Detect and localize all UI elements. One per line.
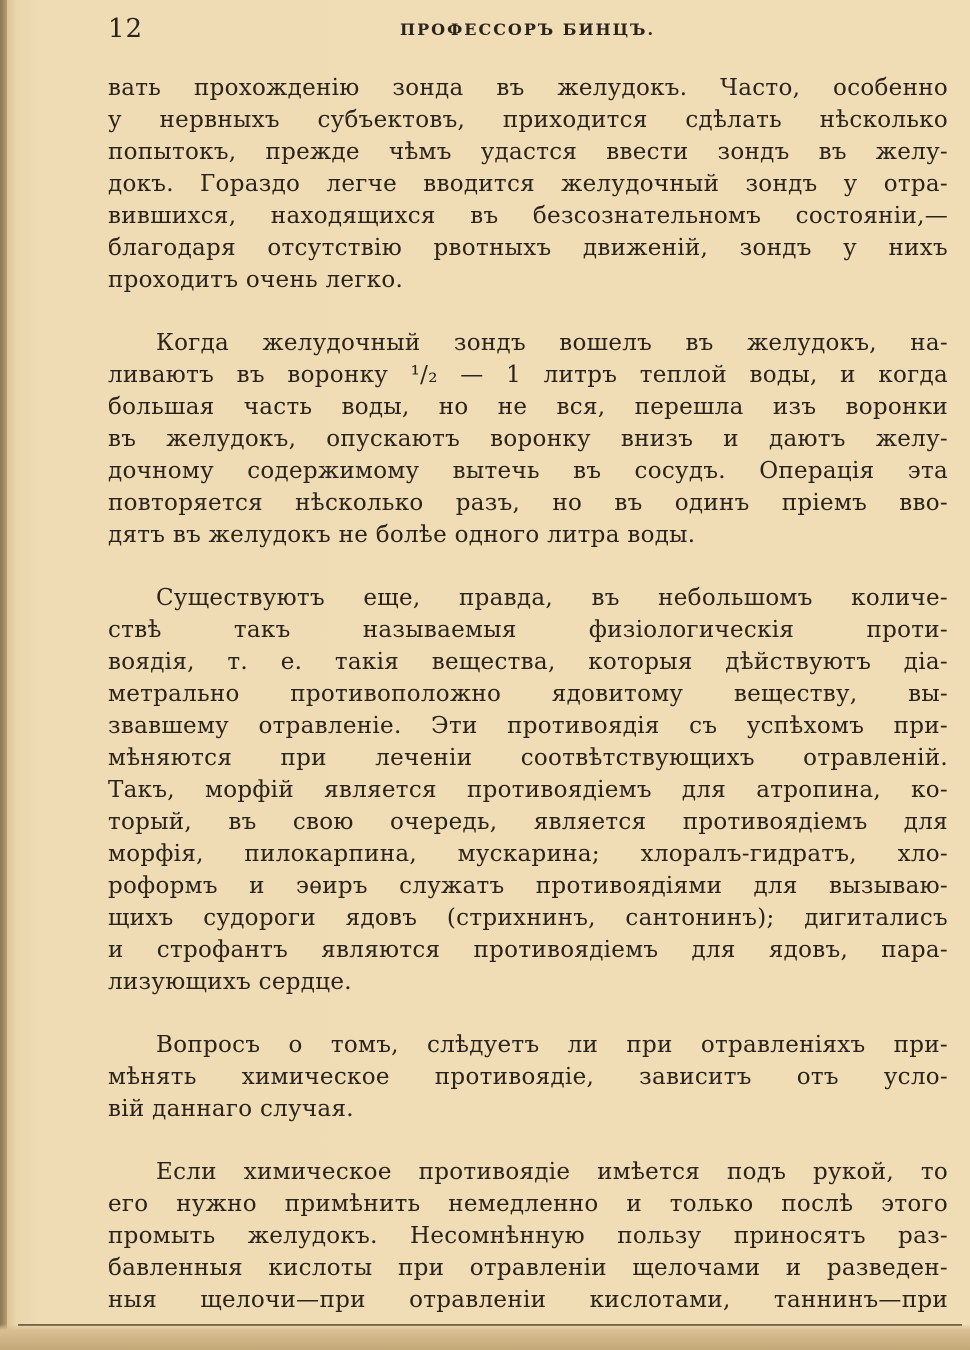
text-line: роформъ и эѳиръ служатъ противоядіями для вызываю-	[108, 873, 948, 899]
text-line: дятъ въ желудокъ не болѣе одного литра воды.	[108, 522, 696, 548]
text-line: его нужно примѣнить немедленно и только послѣ этого	[108, 1191, 948, 1217]
text-line: торый, въ свою очередь, является противоядіемъ для	[108, 809, 948, 835]
paragraph-3	[108, 582, 948, 998]
text-line: Вопросъ о томъ, слѣдуетъ ли при отравленіяхъ при-	[156, 1032, 948, 1058]
page-binding-edge	[0, 0, 7, 1350]
text-body	[108, 72, 948, 1316]
paragraph-gap	[108, 998, 948, 1029]
paragraph-gap	[108, 1125, 948, 1156]
running-head-title: ПРОФЕССОРЪ БИНЦЪ.	[400, 20, 656, 39]
text-line: лизующихъ сердце.	[108, 969, 352, 995]
text-line: звавшему отравленіе. Эти противоядія съ успѣхомъ при-	[108, 713, 948, 739]
paragraph-gap	[108, 296, 948, 327]
text-line: вать прохожденію зонда въ желудокъ. Часто, особенно	[108, 75, 948, 101]
text-line: ныя щелочи—при отравленіи кислотами, таннинъ—при	[108, 1287, 948, 1313]
text-line: морфія, пилокарпина, мускарина; хлоралъ-гидратъ, хло-	[108, 841, 948, 867]
text-line: Когда желудочный зондъ вошелъ въ желудокъ, на-	[156, 330, 948, 356]
text-line: ливаютъ въ воронку ¹/₂ — 1 литръ теплой воды, и когда	[108, 362, 948, 388]
text-line: Существуютъ еще, правда, въ небольшомъ количе-	[156, 585, 948, 611]
paragraph-gap	[108, 551, 948, 582]
text-line: промыть желудокъ. Несомнѣнную пользу приносятъ раз-	[108, 1223, 948, 1249]
text-line: вившихся, находящихся въ безсознательномъ состояніи,—	[108, 203, 948, 229]
text-line: попытокъ, прежде чѣмъ удастся ввести зондъ въ желу-	[108, 139, 948, 165]
paragraph-4	[108, 1029, 948, 1125]
text-line: вій даннаго случая.	[108, 1096, 354, 1122]
text-line: воядія, т. е. такія вещества, которыя дѣйствуютъ діа-	[108, 649, 948, 675]
text-line: мѣняются при леченіи соотвѣтствующихъ отравленій.	[108, 745, 948, 771]
paragraph-2	[108, 327, 948, 551]
text-line: Такъ, морфій является противоядіемъ для атропина, ко-	[108, 777, 948, 803]
text-line: проходитъ очень легко.	[108, 267, 404, 293]
text-line: ствѣ такъ называемыя физіологическія проти-	[108, 617, 948, 643]
text-line: бавленныя кислоты при отравленіи щелочами и разведен-	[108, 1255, 948, 1281]
paragraph-1	[108, 72, 948, 296]
text-line: и строфантъ являются противоядіемъ для ядовъ, пара-	[108, 937, 948, 963]
page-number: 12	[108, 14, 144, 44]
text-line: у нервныхъ субъектовъ, приходится сдѣлать нѣсколько	[108, 107, 948, 133]
text-line: большая часть воды, но не вся, перешла изъ воронки	[108, 394, 948, 420]
text-line: мѣнять химическое противоядіе, зависитъ отъ усло-	[108, 1064, 948, 1090]
text-line: докъ. Гораздо легче вводится желудочный зондъ у отра-	[108, 171, 948, 197]
text-line: щихъ судороги ядовъ (стрихнинъ, сантонинъ); дигиталисъ	[108, 905, 948, 931]
text-line: въ желудокъ, опускаютъ воронку внизъ и даютъ желу-	[108, 426, 948, 452]
text-line: Если химическое противоядіе имѣется подъ рукой, то	[156, 1159, 948, 1185]
text-line: благодаря отсутствію рвотныхъ движеній, зондъ у нихъ	[108, 235, 948, 261]
running-head	[108, 14, 948, 44]
text-line: метрально противоположно ядовитому веществу, вы-	[108, 681, 948, 707]
text-line: повторяется нѣсколько разъ, но въ одинъ пріемъ вво-	[108, 490, 948, 516]
page-bottom-edge	[0, 1324, 970, 1350]
paragraph-5	[108, 1156, 948, 1316]
text-line: дочному содержимому вытечь въ сосудъ. Операція эта	[108, 458, 948, 484]
